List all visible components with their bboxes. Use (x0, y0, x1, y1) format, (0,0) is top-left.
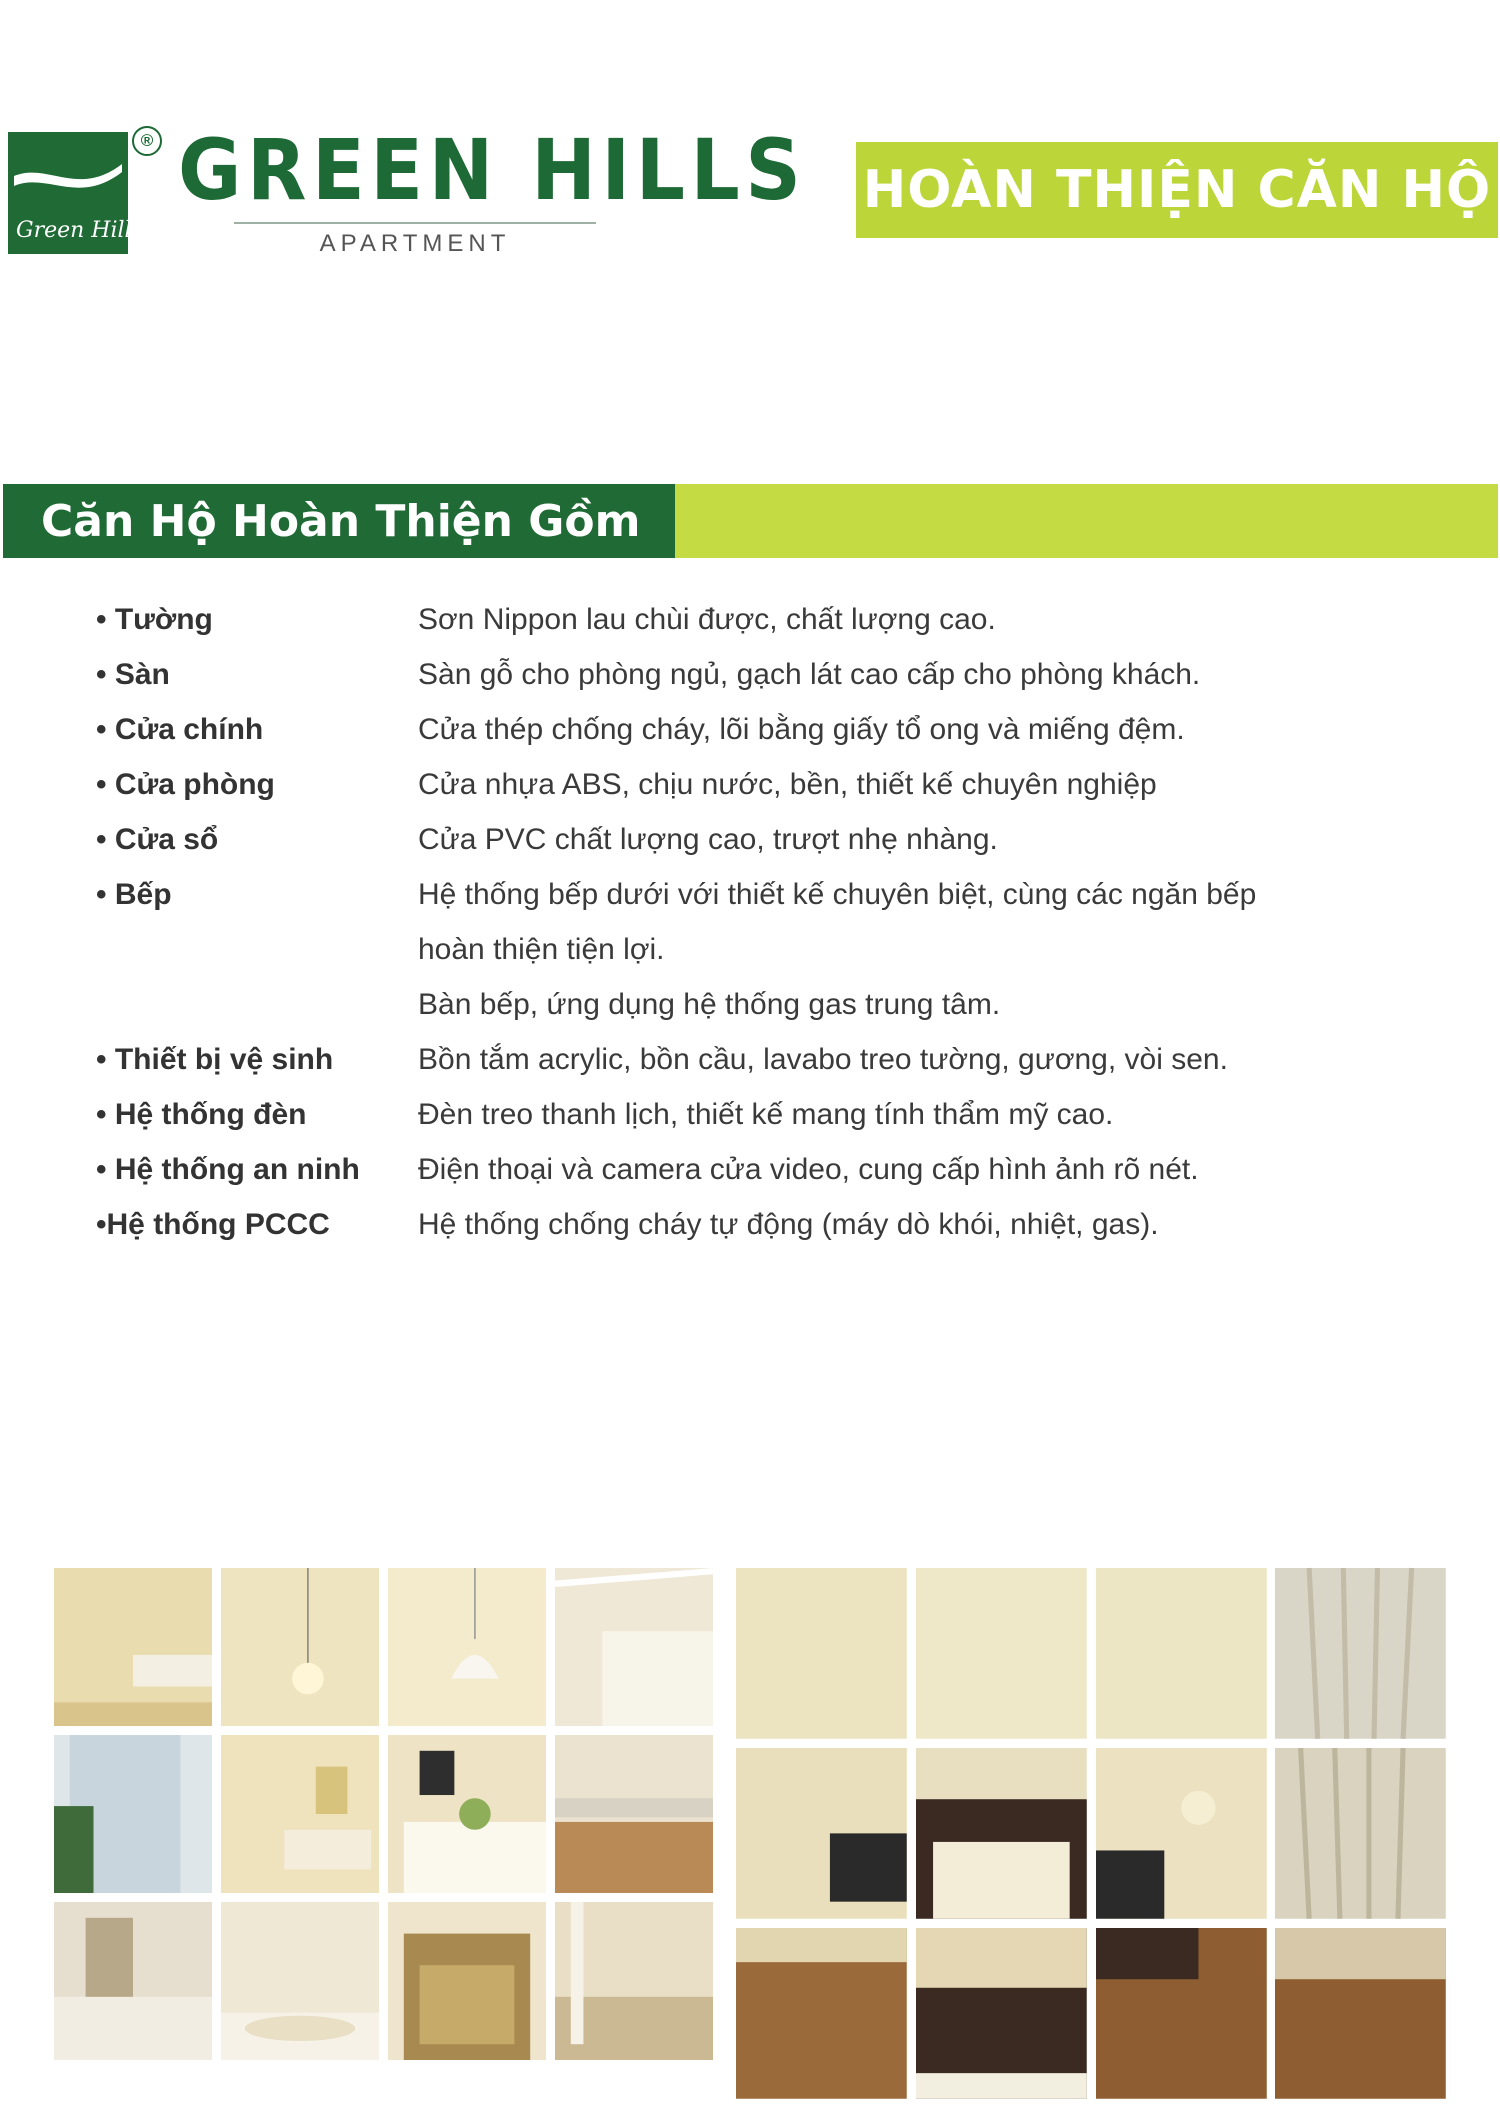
spec-value: Điện thoại và camera cửa video, cung cấp hình ảnh rõ nét. (418, 1153, 1199, 1186)
photo-tile (916, 1748, 1087, 1919)
spec-row (96, 592, 1396, 647)
spec-values (418, 702, 1396, 757)
spec-value: Sàn gỗ cho phòng ngủ, gạch lát cao cấp cho phòng khách. (418, 658, 1201, 691)
spec-row (96, 812, 1396, 867)
photo-tile (388, 1568, 546, 1726)
photo-tile (1096, 1928, 1267, 2099)
section-band (3, 484, 1498, 558)
photo-tile (1275, 1568, 1446, 1739)
photo-tile (555, 1902, 713, 2060)
spec-values (418, 1142, 1396, 1197)
photo-tile (1096, 1568, 1267, 1739)
brand-subtitle: APARTMENT (319, 230, 511, 257)
spec-value: Cửa nhựa ABS, chịu nước, bền, thiết kế chuyên nghiệp (418, 768, 1157, 801)
spec-value: hoàn thiện tiện lợi. (418, 933, 665, 966)
spec-row (96, 757, 1396, 812)
section-heading: Căn Hộ Hoàn Thiện Gồm (3, 484, 675, 558)
brand-divider (234, 222, 596, 224)
spec-row (96, 1197, 1396, 1252)
spec-label: •Hệ thống PCCC (96, 1208, 330, 1241)
spec-value: Đèn treo thanh lịch, thiết kế mang tính thẩm mỹ cao. (418, 1098, 1114, 1131)
photo-tile (1275, 1748, 1446, 1919)
logo-script-text: Green Hills (16, 218, 143, 243)
photo-tile (555, 1568, 713, 1726)
spec-values (418, 647, 1396, 702)
bedroom-photo (736, 1568, 1446, 2051)
spec-row (96, 867, 1396, 1032)
spec-value: Sơn Nippon lau chùi được, chất lượng cao. (418, 603, 996, 636)
spec-row (96, 1087, 1396, 1142)
spec-value: Hệ thống chống cháy tự động (máy dò khói, nhiệt, gas). (418, 1208, 1159, 1241)
living-dining-kitchen-photo (54, 1568, 713, 2051)
spec-label: • Hệ thống đèn (96, 1098, 307, 1131)
registered-mark: ® (132, 126, 162, 156)
photo-tile (736, 1748, 907, 1919)
spec-label: • Sàn (96, 658, 170, 691)
spec-value: Cửa PVC chất lượng cao, trượt nhẹ nhàng. (418, 823, 998, 856)
spec-label: • Cửa phòng (96, 768, 275, 801)
spec-row (96, 702, 1396, 757)
spec-values (418, 757, 1396, 812)
photo-tile (1275, 1928, 1446, 2099)
photo-tile (388, 1902, 546, 2060)
photo-tile (555, 1735, 713, 1893)
spec-label: • Cửa chính (96, 713, 264, 746)
spec-label: • Thiết bị vệ sinh (96, 1043, 334, 1076)
photo-tile (54, 1735, 212, 1893)
spec-values (418, 1032, 1396, 1087)
spec-values (418, 592, 1396, 647)
photo-tile (736, 1928, 907, 2099)
photo-tile (54, 1902, 212, 2060)
spec-label: • Bếp (96, 878, 172, 911)
spec-row (96, 647, 1396, 702)
photo-tile (388, 1735, 546, 1893)
photo-tile (736, 1568, 907, 1739)
spec-label: • Cửa sổ (96, 823, 219, 856)
spec-values (418, 812, 1396, 867)
page-title: HOÀN THIỆN CĂN HỘ (856, 142, 1498, 238)
photo-tile (54, 1568, 212, 1726)
spec-value: Bồn tắm acrylic, bồn cầu, lavabo treo tường, gương, vòi sen. (418, 1043, 1228, 1076)
photo-tile (221, 1568, 379, 1726)
spec-values (418, 1197, 1396, 1252)
spec-value: Hệ thống bếp dưới với thiết kế chuyên biệt, cùng các ngăn bếp (418, 878, 1257, 911)
spec-row (96, 1032, 1396, 1087)
photo-tile (916, 1928, 1087, 2099)
green-hills-logo-icon (8, 132, 143, 254)
spec-row (96, 1142, 1396, 1197)
spec-values (418, 867, 1396, 1032)
spec-value: Bàn bếp, ứng dụng hệ thống gas trung tâm. (418, 988, 1001, 1021)
spec-label: • Tường (96, 603, 213, 636)
photo-tile (221, 1902, 379, 2060)
spec-label: • Hệ thống an ninh (96, 1153, 360, 1186)
photo-tile (1096, 1748, 1267, 1919)
spec-list (96, 592, 1396, 1252)
brand-name: GREEN HILLS (178, 121, 807, 219)
spec-value: Cửa thép chống cháy, lõi bằng giấy tổ ong và miếng đệm. (418, 713, 1185, 746)
photo-tile (221, 1735, 379, 1893)
photo-tile (916, 1568, 1087, 1739)
section-band-accent (675, 484, 1498, 558)
spec-values (418, 1087, 1396, 1142)
